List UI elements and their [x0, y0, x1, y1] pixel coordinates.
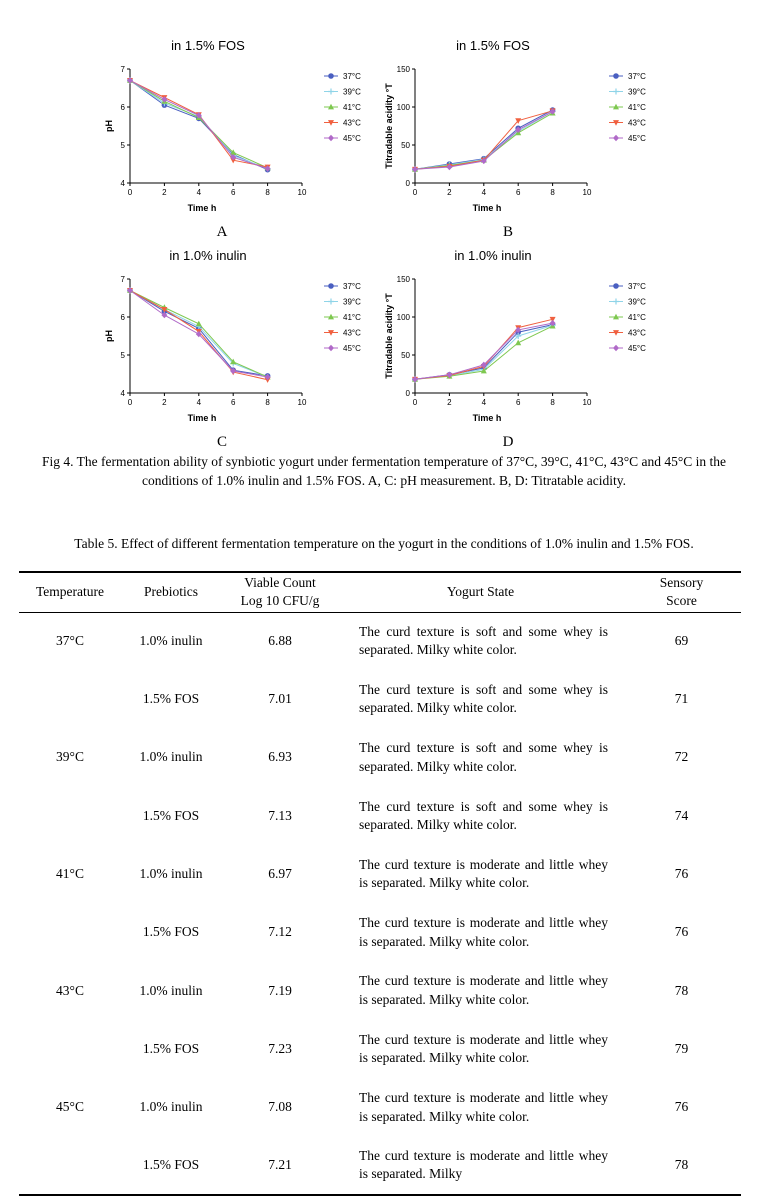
legend-label: 43°C: [628, 118, 646, 128]
cell-sensory-score: 76: [674, 1099, 689, 1115]
header-prebiotics: Prebiotics: [121, 572, 221, 612]
y-axis-label: pH: [104, 120, 114, 132]
panel-label-a: A: [216, 224, 228, 240]
table-row: [19, 1137, 741, 1195]
legend-entry: [324, 282, 361, 291]
legend-entry: [324, 313, 361, 322]
cell-yogurt-state: The curd texture is moderate and little whey is separated. Milky white color.: [359, 915, 608, 949]
legend-label: 43°C: [343, 328, 361, 338]
y-tick-label: 100: [396, 103, 410, 112]
cell-yogurt-state: The curd texture is soft and some whey is separated. Milky white color.: [359, 623, 608, 658]
legend-entry: [609, 329, 646, 338]
cell-yogurt-state: The curd texture is moderate and little whey is separated. Milky white color.: [359, 973, 608, 1007]
x-tick-label: 4: [196, 188, 202, 197]
table-row: [19, 962, 741, 1020]
y-tick-label: 6: [120, 103, 125, 112]
legend-label: 39°C: [343, 297, 361, 307]
cell-prebiotics: 1.0% inulin: [139, 982, 203, 998]
y-tick-label: 50: [401, 351, 410, 360]
cell-viable-count: 7.21: [221, 1137, 339, 1195]
y-tick-label: 150: [396, 65, 410, 74]
header-viable-count: Viable Count Log 10 CFU/g: [221, 572, 339, 612]
x-tick-label: 10: [297, 398, 307, 407]
x-tick-label: 0: [127, 188, 133, 197]
cell-yogurt-state: The curd texture is moderate and little whey is separated. Milky white color.: [359, 1090, 608, 1124]
x-tick-label: 6: [515, 398, 521, 407]
cell-sensory-score: 76: [674, 924, 689, 940]
table-row: [19, 729, 741, 787]
header-yogurt-state: Yogurt State: [339, 572, 622, 612]
y-tick-label: 7: [120, 65, 125, 74]
cell-sensory-score: 78: [674, 982, 689, 998]
cell-temperature: [19, 1020, 121, 1078]
legend-label: 37°C: [628, 72, 646, 81]
x-axis-label: Time h: [187, 413, 217, 423]
cell-temperature: [19, 670, 121, 728]
legend-label: 43°C: [628, 328, 646, 338]
y-tick-label: 4: [120, 389, 125, 398]
x-tick-label: 10: [582, 398, 592, 407]
legend-entry: [609, 72, 646, 81]
table-header-row: [19, 572, 741, 612]
legend-entry: [324, 329, 361, 338]
chart-title: in 1.0% inulin: [169, 248, 247, 263]
legend-marker: [613, 345, 619, 351]
cell-temperature: 45°C: [56, 1099, 84, 1115]
legend-marker: [328, 89, 334, 95]
y-tick-label: 5: [120, 351, 125, 360]
table-row: [19, 1078, 741, 1136]
table-row: [19, 787, 741, 845]
y-tick-label: 0: [405, 179, 410, 188]
ph-inulin-chart: [95, 248, 375, 433]
cell-sensory-score: 69: [674, 633, 689, 649]
y-tick-label: 50: [401, 141, 410, 150]
cell-prebiotics: 1.0% inulin: [139, 633, 203, 649]
cell-yogurt-state: The curd texture is soft and some whey is separated. Milky white color.: [359, 740, 608, 774]
table-row: [19, 612, 741, 670]
legend-entry: [324, 72, 361, 81]
cell-prebiotics: 1.5% FOS: [121, 1137, 221, 1195]
legend-label: 43°C: [343, 118, 361, 128]
x-tick-label: 6: [515, 188, 521, 197]
data-point: [515, 340, 521, 346]
cell-temperature: 37°C: [56, 633, 84, 649]
x-tick-label: 8: [265, 188, 270, 197]
x-tick-label: 0: [412, 398, 418, 407]
x-tick-label: 2: [162, 398, 167, 407]
x-tick-label: 4: [196, 398, 202, 407]
legend-entry: [324, 344, 361, 353]
cell-prebiotics: 1.0% inulin: [139, 749, 203, 765]
y-tick-label: 150: [396, 275, 410, 284]
legend-label: 45°C: [343, 134, 361, 143]
y-tick-label: 0: [405, 389, 410, 398]
legend-label: 45°C: [628, 134, 646, 143]
legend-label: 41°C: [343, 103, 361, 112]
cell-yogurt-state: The curd texture is moderate and little whey is separated. Milky: [339, 1137, 622, 1195]
header-temperature: Temperature: [19, 572, 121, 612]
cell-temperature: [19, 903, 121, 961]
chart-title: in 1.0% inulin: [454, 248, 532, 263]
legend-label: 39°C: [628, 297, 646, 307]
cell-yogurt-state: The curd texture is soft and some whey is separated. Milky white color.: [359, 798, 608, 833]
x-axis-label: Time h: [472, 413, 502, 423]
table-body: [19, 612, 741, 1195]
cell-temperature: [19, 787, 121, 845]
x-tick-label: 6: [230, 398, 236, 407]
y-tick-label: 4: [120, 179, 125, 188]
cell-yogurt-state: The curd texture is moderate and little whey is separated. Milky white color.: [359, 1031, 608, 1066]
x-tick-label: 2: [162, 188, 167, 197]
panel-label-d: D: [502, 434, 514, 450]
legend-entry: [609, 103, 646, 112]
cell-temperature: 39°C: [56, 749, 84, 765]
series-line: [130, 80, 268, 167]
legend-entry: [609, 88, 646, 97]
cell-prebiotics: 1.5% FOS: [142, 807, 200, 823]
legend-marker: [613, 299, 619, 305]
chart-panel-c: [95, 248, 375, 433]
x-axis-label: Time h: [472, 203, 502, 213]
cell-yogurt-state: The curd texture is soft and some whey is separated. Milky white color.: [359, 681, 608, 716]
chart-panel-b: [380, 38, 670, 223]
chart-title: in 1.5% FOS: [171, 38, 245, 53]
cell-viable-count: 6.97: [268, 866, 292, 882]
legend-marker: [613, 283, 619, 289]
legend-entry: [324, 298, 361, 307]
cell-temperature: 43°C: [56, 982, 84, 998]
table-row: [19, 1020, 741, 1078]
acidity-fos-chart: [380, 38, 670, 223]
panel-label-b: B: [502, 224, 513, 240]
cell-viable-count: 7.23: [268, 1040, 292, 1056]
cell-sensory-score: 72: [674, 749, 689, 765]
cell-viable-count: 7.19: [268, 982, 292, 998]
legend-label: 41°C: [343, 313, 361, 322]
cell-viable-count: 6.93: [268, 749, 292, 765]
chart-panel-a: [95, 38, 375, 223]
cell-prebiotics: 1.5% FOS: [142, 924, 200, 940]
cell-viable-count: 6.88: [268, 633, 292, 649]
legend-entry: [609, 344, 646, 353]
acidity-inulin-chart: [380, 248, 670, 433]
legend-entry: [609, 313, 646, 322]
ph-fos-chart: [95, 38, 375, 223]
legend-label: 37°C: [628, 282, 646, 291]
cell-viable-count: 7.13: [268, 807, 292, 823]
table-caption: Table 5. Effect of different fermentation temperature on the yogurt in the conditions of 1.0% inulin and 1.5% FOS.: [74, 536, 694, 551]
cell-viable-count: 7.12: [268, 924, 292, 940]
cell-prebiotics: 1.5% FOS: [142, 1040, 200, 1056]
x-tick-label: 8: [550, 188, 555, 197]
y-axis-label: Titradable acidity °T: [384, 293, 394, 379]
table-row: [19, 845, 741, 903]
legend-label: 45°C: [343, 344, 361, 353]
legend-label: 37°C: [343, 282, 361, 291]
cell-temperature: 41°C: [56, 866, 84, 882]
x-tick-label: 4: [481, 188, 487, 197]
cell-sensory-score: 74: [674, 807, 689, 823]
y-tick-label: 100: [396, 313, 410, 322]
series-group: [412, 108, 556, 172]
x-tick-label: 4: [481, 398, 487, 407]
legend-label: 39°C: [343, 87, 361, 97]
legend-marker: [328, 283, 334, 289]
x-tick-label: 2: [447, 398, 452, 407]
header-sensory-score: Sensory Score: [622, 572, 741, 612]
legend-marker: [613, 89, 619, 95]
cell-temperature: [19, 1137, 121, 1195]
legend-entry: [609, 282, 646, 291]
legend-marker: [328, 345, 334, 351]
x-tick-label: 6: [230, 188, 236, 197]
legend-marker: [613, 135, 619, 141]
series-line: [130, 80, 268, 168]
x-tick-label: 2: [447, 188, 452, 197]
legend-entry: [324, 119, 361, 128]
legend-marker: [328, 73, 334, 79]
legend-entry: [609, 134, 646, 143]
cell-prebiotics: 1.0% inulin: [139, 866, 203, 882]
y-tick-label: 6: [120, 313, 125, 322]
cell-sensory-score: 79: [674, 1040, 689, 1056]
x-axis-label: Time h: [187, 203, 217, 213]
legend-entry: [609, 298, 646, 307]
legend-label: 41°C: [628, 103, 646, 112]
y-axis-label: Titradable acidity °T: [384, 83, 394, 169]
cell-sensory-score: 76: [674, 866, 689, 882]
legend-label: 45°C: [628, 344, 646, 353]
legend-entry: [324, 88, 361, 97]
legend-label: 41°C: [628, 313, 646, 322]
table-row: [19, 670, 741, 728]
cell-sensory-score: 71: [674, 691, 689, 707]
cell-viable-count: 7.08: [268, 1099, 292, 1115]
y-axis-label: pH: [104, 330, 114, 342]
legend-label: 37°C: [343, 72, 361, 81]
y-tick-label: 7: [120, 275, 125, 284]
x-tick-label: 8: [265, 398, 270, 407]
chart-title: in 1.5% FOS: [456, 38, 530, 53]
y-tick-label: 5: [120, 141, 125, 150]
cell-sensory-score: 78: [622, 1137, 741, 1195]
cell-prebiotics: 1.0% inulin: [139, 1099, 203, 1115]
table-row: [19, 903, 741, 961]
x-tick-label: 0: [127, 398, 133, 407]
legend-marker: [328, 299, 334, 305]
legend-entry: [324, 103, 361, 112]
legend-entry: [609, 119, 646, 128]
figure-caption: Fig 4. The fermentation ability of synbiotic yogurt under fermentation temperature of 37°C, 39°C, 41°C, 43°C and 45°C in the conditions of 1.0% inulin and 1.5% FOS. A, C: pH measurement. B, D: Titratable acidity.: [42, 454, 726, 488]
legend-label: 39°C: [628, 87, 646, 97]
cell-prebiotics: 1.5% FOS: [142, 691, 200, 707]
legend-marker: [613, 73, 619, 79]
x-tick-label: 10: [582, 188, 592, 197]
series-group: [412, 323, 556, 382]
cell-yogurt-state: The curd texture is moderate and little whey is separated. Milky white color.: [359, 856, 608, 891]
cell-viable-count: 7.01: [268, 691, 292, 707]
legend-marker: [328, 135, 334, 141]
chart-panel-d: [380, 248, 670, 433]
data-point: [196, 321, 202, 327]
x-tick-label: 8: [550, 398, 555, 407]
legend-entry: [324, 134, 361, 143]
x-tick-label: 10: [297, 188, 307, 197]
results-table: [19, 571, 741, 1196]
x-tick-label: 0: [412, 188, 418, 197]
panel-label-c: C: [216, 434, 227, 450]
